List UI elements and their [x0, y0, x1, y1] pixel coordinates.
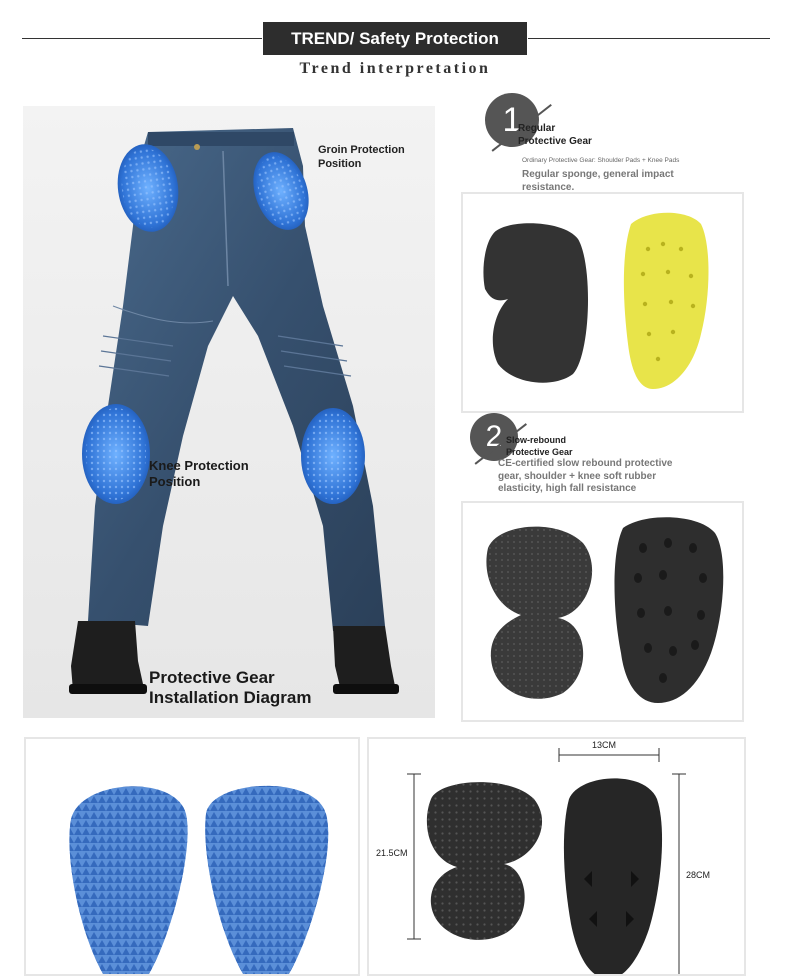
jeans-installation-diagram	[23, 106, 435, 718]
honeycomb-pads-image	[24, 737, 360, 976]
knee-label-line-1: Knee Protection	[149, 458, 249, 473]
section-1-desc-line-2: resistance.	[522, 181, 575, 193]
section-1-title-line-2: Protective Gear	[518, 136, 592, 147]
section-2-title-line-1: Slow-rebound	[506, 435, 566, 445]
section-2-number: 2	[470, 413, 518, 461]
header-rule-right	[528, 38, 770, 39]
section-2-desc-line-3: elasticity, high fall resistance	[498, 483, 637, 494]
section-1-desc-line-1: Regular sponge, general impact	[522, 169, 674, 180]
honeycomb-pads-illustration	[26, 739, 358, 974]
width-dimension-label: 13CM	[592, 740, 617, 750]
section-1-subtitle: Ordinary Protective Gear: Shoulder Pads + Knee Pads	[522, 157, 680, 164]
page-title: TREND/ Safety Protection	[263, 22, 527, 55]
slow-rebound-pads-image	[461, 501, 744, 722]
section-1-title-line-1: Regular	[518, 123, 556, 134]
shoulder-height-dimension-label: 21.5CM	[376, 848, 408, 858]
jeans-illustration	[23, 106, 435, 718]
groin-label-line-2: Position	[318, 158, 362, 170]
regular-pads-illustration	[463, 194, 742, 411]
pad-dimensions-illustration	[369, 739, 744, 974]
pad-dimensions-image	[367, 737, 746, 976]
section-2-desc-line-2: gear, shoulder + knee soft rubber	[498, 470, 657, 482]
knee-protection-label	[149, 458, 249, 490]
page-subtitle: Trend interpretation	[299, 60, 491, 77]
slow-rebound-pads-illustration	[463, 503, 742, 720]
section-2-desc-line-1: CE-certified slow rebound protective	[498, 458, 673, 469]
knee-label-line-2: Position	[149, 474, 201, 489]
section-1-number: 1	[485, 93, 539, 147]
knee-height-dimension-label: 28CM	[686, 870, 711, 880]
section-2-title-line-2: Protective Gear	[506, 447, 573, 457]
header-rule-left	[22, 38, 262, 39]
section-2-title	[506, 434, 573, 458]
regular-pads-image	[461, 192, 744, 413]
groin-label-line-1: Groin Protection	[318, 144, 405, 156]
diagram-label-line-1: Protective Gear	[149, 668, 275, 687]
section-1-description	[522, 169, 674, 194]
groin-protection-label	[318, 143, 405, 171]
section-2-description	[498, 458, 672, 496]
diagram-label-line-2: Installation Diagram	[149, 688, 312, 707]
installation-diagram-label	[149, 668, 311, 708]
section-1-title	[518, 122, 592, 148]
